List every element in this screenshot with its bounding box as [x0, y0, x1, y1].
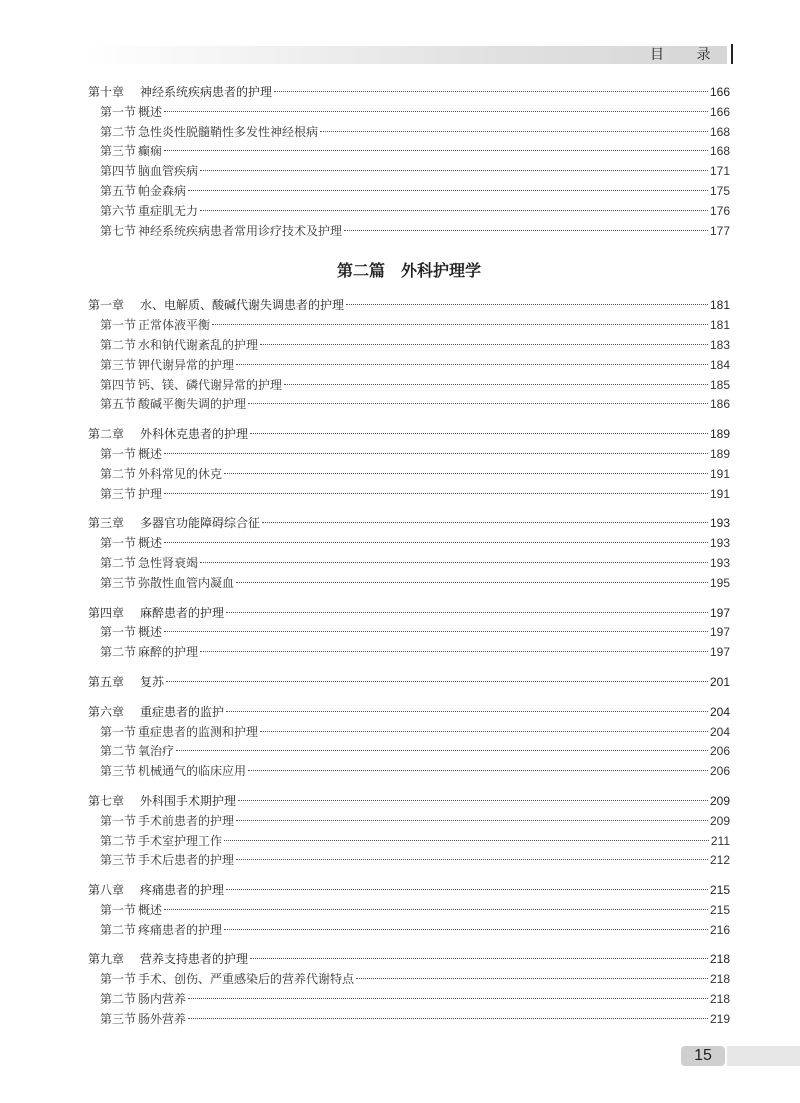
toc-section[interactable] [88, 762, 730, 782]
toc-section[interactable] [88, 742, 730, 762]
toc-section[interactable] [88, 123, 730, 143]
toc-section[interactable] [88, 445, 730, 465]
entry-number: 第二节 [100, 466, 137, 481]
entry-number: 第一节 [100, 446, 137, 461]
entry-number: 第九章 [88, 952, 125, 967]
dot-leader [164, 150, 708, 151]
dot-leader [236, 582, 708, 583]
dot-leader [248, 770, 708, 771]
dot-leader [320, 131, 708, 132]
entry-page: 215 [709, 902, 730, 917]
toc-section[interactable] [88, 851, 730, 871]
entry-title: 麻醉患者的护理 [140, 605, 225, 620]
entry-number: 第一节 [100, 724, 137, 739]
entry-title: 疼痛患者的护理 [140, 883, 225, 898]
entry-title: 外科围手术期护理 [140, 793, 237, 808]
dot-leader [356, 978, 708, 979]
entry-number: 第六节 [100, 203, 137, 218]
entry-title: 弥散性血管内凝血 [138, 575, 235, 590]
dot-leader [250, 958, 708, 959]
entry-title: 氧治疗 [138, 744, 175, 759]
dot-leader [346, 304, 708, 305]
entry-title: 正常体液平衡 [138, 318, 211, 333]
toc-section[interactable] [88, 990, 730, 1010]
header-title: 目 录 [650, 47, 725, 63]
dot-leader [224, 929, 708, 930]
toc-section[interactable] [88, 465, 730, 485]
entry-page: 211 [710, 833, 730, 848]
entry-number: 第二节 [100, 922, 137, 937]
entry-title: 麻醉的护理 [138, 645, 199, 660]
entry-number: 第八章 [88, 883, 125, 898]
toc-section[interactable] [88, 534, 730, 554]
dot-leader [188, 190, 708, 191]
toc-chapter[interactable] [88, 703, 730, 723]
entry-title: 机械通气的临床应用 [138, 764, 247, 779]
entry-title: 帕金森病 [138, 183, 187, 198]
entry-number: 第二节 [100, 833, 137, 848]
entry-page: 166 [709, 104, 730, 119]
entry-number: 第四节 [100, 164, 137, 179]
entry-title: 癫痫 [138, 144, 163, 159]
dot-leader [164, 909, 708, 910]
dot-leader [260, 731, 708, 732]
entry-number: 第七章 [88, 793, 125, 808]
dot-leader [200, 651, 708, 652]
entry-page: 218 [709, 992, 730, 1007]
dot-leader [260, 344, 708, 345]
dot-leader [238, 800, 708, 801]
entry-page: 197 [709, 625, 730, 640]
toc-section[interactable] [88, 832, 730, 852]
toc-section[interactable] [88, 812, 730, 832]
entry-page: 195 [709, 575, 730, 590]
toc-section[interactable] [88, 316, 730, 336]
entry-number: 第三节 [100, 1011, 137, 1026]
entry-page: 185 [709, 377, 730, 392]
toc-section[interactable] [88, 376, 730, 396]
toc-chapter[interactable] [88, 950, 730, 970]
toc-section[interactable] [88, 222, 730, 242]
entry-title: 概述 [138, 625, 163, 640]
entry-title: 酸碱平衡失调的护理 [138, 397, 247, 412]
entry-page: 175 [709, 183, 730, 198]
entry-page: 193 [709, 555, 730, 570]
entry-number: 第二节 [100, 744, 137, 759]
entry-title: 钾代谢异常的护理 [138, 357, 235, 372]
entry-page: 191 [709, 486, 730, 501]
page-number: 15 [681, 1046, 725, 1066]
entry-title: 概述 [138, 104, 163, 119]
dot-leader [236, 820, 708, 821]
toc-section[interactable] [88, 336, 730, 356]
toc-section[interactable] [88, 162, 730, 182]
entry-page: 171 [709, 164, 730, 179]
group-spacer [88, 693, 730, 703]
dot-leader [164, 453, 708, 454]
entry-page: 204 [709, 724, 730, 739]
entry-page: 215 [709, 883, 730, 898]
entry-title: 手术、创伤、严重感染后的营养代谢特点 [138, 972, 355, 987]
entry-number: 第二节 [100, 992, 137, 1007]
entry-title: 急性炎性脱髓鞘性多发性神经根病 [138, 124, 319, 139]
dot-leader [164, 493, 708, 494]
entry-page: 183 [709, 337, 730, 352]
entry-number: 第一节 [100, 972, 137, 987]
entry-page: 166 [709, 85, 730, 99]
entry-number: 第一章 [88, 298, 125, 313]
toc-section[interactable] [88, 142, 730, 162]
entry-number: 第三节 [100, 357, 137, 372]
entry-number: 第十章 [88, 85, 125, 99]
toc-section[interactable] [88, 103, 730, 123]
dot-leader [200, 210, 708, 211]
entry-number: 第三章 [88, 516, 125, 531]
entry-page: 216 [709, 922, 730, 937]
entry-number: 第五节 [100, 397, 137, 412]
dot-leader [200, 562, 708, 563]
entry-number: 第二章 [88, 427, 125, 442]
entry-page: 218 [709, 972, 730, 987]
toc-section[interactable] [88, 723, 730, 743]
toc-chapter[interactable] [88, 425, 730, 445]
entry-page: 184 [709, 357, 730, 372]
group-spacer [88, 871, 730, 881]
entry-number: 第三节 [100, 486, 137, 501]
toc-section[interactable] [88, 485, 730, 505]
toc-section[interactable] [88, 901, 730, 921]
entry-page: 206 [709, 744, 730, 759]
dot-leader [284, 384, 708, 385]
entry-page: 197 [709, 645, 730, 660]
toc-chapter[interactable] [88, 673, 730, 693]
entry-title: 营养支持患者的护理 [140, 952, 249, 967]
entry-page: 218 [709, 952, 730, 967]
entry-title: 脑血管疾病 [138, 164, 199, 179]
entry-number: 第三节 [100, 575, 137, 590]
entry-page: 206 [709, 764, 730, 779]
toc-section[interactable] [88, 182, 730, 202]
dot-leader [164, 631, 708, 632]
entry-title: 水、电解质、酸碱代谢失调患者的护理 [140, 298, 345, 313]
entry-title: 肠内营养 [138, 992, 187, 1007]
entry-title: 神经系统疾病患者的护理 [140, 85, 273, 99]
entry-title: 水和钠代谢紊乱的护理 [138, 337, 259, 352]
entry-page: 193 [709, 536, 730, 551]
part-heading: 第二篇 外科护理学 [336, 261, 481, 281]
entry-page: 181 [709, 298, 730, 313]
dot-leader [164, 542, 708, 543]
toc-section[interactable] [88, 202, 730, 222]
dot-leader [166, 681, 708, 682]
entry-number: 第四章 [88, 605, 125, 620]
entry-page: 204 [709, 704, 730, 719]
footer-bar [727, 1046, 800, 1066]
entry-title: 手术室护理工作 [138, 833, 223, 848]
entry-title: 复苏 [140, 674, 165, 689]
entry-title: 外科休克患者的护理 [140, 427, 249, 442]
toc-section[interactable] [88, 1010, 730, 1030]
entry-page: 189 [709, 427, 730, 442]
entry-page: 209 [709, 813, 730, 828]
dot-leader [188, 998, 708, 999]
dot-leader [164, 111, 708, 112]
entry-page: 186 [709, 397, 730, 412]
toc-section[interactable] [88, 643, 730, 663]
entry-title: 重症肌无力 [138, 203, 199, 218]
entry-title: 概述 [138, 446, 163, 461]
entry-page: 177 [709, 223, 730, 238]
toc-chapter[interactable] [88, 514, 730, 534]
group-spacer [88, 940, 730, 950]
group-spacer [88, 415, 730, 425]
entry-number: 第一节 [100, 813, 137, 828]
entry-title: 外科常见的休克 [138, 466, 223, 481]
entry-title: 肠外营养 [138, 1011, 187, 1026]
dot-leader [176, 750, 708, 751]
dot-leader [226, 889, 708, 890]
toc-chapter[interactable] [88, 83, 730, 103]
table-of-contents [88, 83, 730, 1030]
toc-section[interactable] [88, 574, 730, 594]
entry-number: 第二节 [100, 555, 137, 570]
group-spacer [88, 782, 730, 792]
toc-section[interactable] [88, 921, 730, 941]
toc-chapter[interactable] [88, 296, 730, 316]
entry-number: 第六章 [88, 704, 125, 719]
entry-page: 193 [709, 516, 730, 531]
entry-number: 第二节 [100, 645, 137, 660]
entry-page: 209 [709, 793, 730, 808]
entry-number: 第一节 [100, 318, 137, 333]
dot-leader [224, 840, 709, 841]
toc-section[interactable] [88, 970, 730, 990]
entry-number: 第一节 [100, 536, 137, 551]
entry-page: 176 [709, 203, 730, 218]
entry-page: 201 [709, 674, 730, 689]
header-divider [731, 44, 733, 64]
dot-leader [188, 1018, 708, 1019]
toc-chapter[interactable] [88, 792, 730, 812]
group-spacer [88, 594, 730, 604]
entry-page: 197 [709, 605, 730, 620]
dot-leader [236, 859, 708, 860]
dot-leader [212, 324, 708, 325]
dot-leader [200, 170, 708, 171]
entry-title: 钙、镁、磷代谢异常的护理 [138, 377, 283, 392]
dot-leader [344, 230, 708, 231]
dot-leader [236, 364, 708, 365]
entry-page: 168 [709, 124, 730, 139]
group-spacer [88, 663, 730, 673]
entry-title: 手术前患者的护理 [138, 813, 235, 828]
entry-title: 护理 [138, 486, 163, 501]
entry-title: 重症患者的监护 [140, 704, 225, 719]
entry-number: 第一节 [100, 625, 137, 640]
entry-title: 急性肾衰竭 [138, 555, 199, 570]
toc-section[interactable] [88, 623, 730, 643]
dot-leader [226, 711, 708, 712]
entry-number: 第七节 [100, 223, 137, 238]
entry-number: 第四节 [100, 377, 137, 392]
entry-title: 多器官功能障碍综合征 [140, 516, 261, 531]
toc-section[interactable] [88, 395, 730, 415]
entry-title: 概述 [138, 536, 163, 551]
entry-page: 168 [709, 144, 730, 159]
entry-page: 191 [709, 466, 730, 481]
toc-chapter[interactable] [88, 881, 730, 901]
entry-page: 212 [709, 853, 730, 868]
entry-page: 181 [709, 318, 730, 333]
entry-number: 第一节 [100, 104, 137, 119]
entry-number: 第二节 [100, 337, 137, 352]
dot-leader [250, 433, 708, 434]
group-spacer [88, 504, 730, 514]
entry-title: 重症患者的监测和护理 [138, 724, 259, 739]
entry-title: 手术后患者的护理 [138, 853, 235, 868]
entry-number: 第三节 [100, 764, 137, 779]
dot-leader [224, 473, 708, 474]
toc-section[interactable] [88, 554, 730, 574]
entry-page: 219 [709, 1011, 730, 1026]
dot-leader [262, 522, 708, 523]
entry-title: 概述 [138, 902, 163, 917]
entry-number: 第五节 [100, 183, 137, 198]
dot-leader [226, 612, 708, 613]
entry-number: 第三节 [100, 853, 137, 868]
toc-chapter[interactable] [88, 604, 730, 624]
dot-leader [248, 403, 708, 404]
toc-section[interactable] [88, 356, 730, 376]
entry-number: 第五章 [88, 674, 125, 689]
entry-title: 疼痛患者的护理 [138, 922, 223, 937]
entry-page: 189 [709, 446, 730, 461]
dot-leader [274, 91, 708, 92]
entry-number: 第一节 [100, 902, 137, 917]
entry-number: 第三节 [100, 144, 137, 159]
header-bar [85, 46, 727, 64]
entry-title: 神经系统疾病患者常用诊疗技术及护理 [138, 223, 343, 238]
entry-number: 第二节 [100, 124, 137, 139]
